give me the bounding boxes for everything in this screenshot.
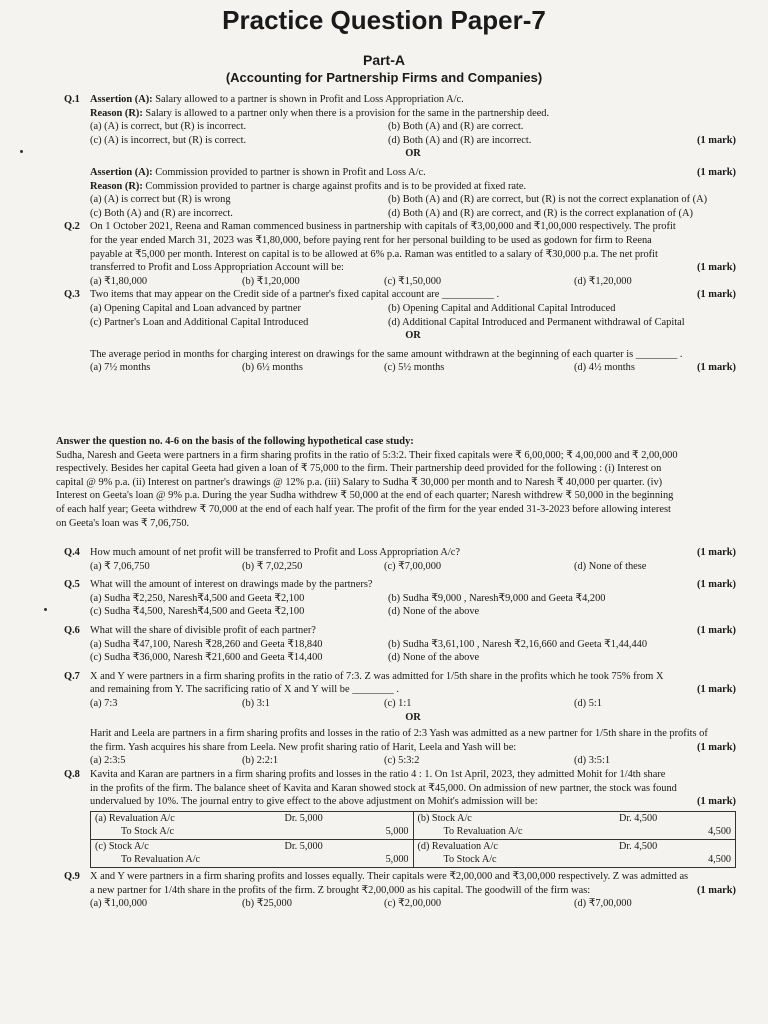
question-text-line: On 1 October 2021, Reena and Raman commenced business in partnership with capitals of ₹3,00,000 and ₹1,00,000 respectively. The profit [90,221,676,233]
assertion-label: Assertion (A): [90,166,153,178]
option-a: (a) ₹1,80,000 [90,275,148,287]
option-c: (c) ₹2,00,000 [384,898,442,910]
option-a: (a) Sudha ₹47,100, Naresh ₹28,260 and Geeta ₹18,840 [90,638,323,650]
option-b: (b) Sudha ₹9,000 , Naresh₹9,000 and Geeta ₹4,200 [388,592,606,604]
question-text: The average period in months for charging interest on drawings for the same amount withdrawn at the beginning of each quarter is ________ . [90,348,683,360]
dr-label: Dr. 5,000 [284,840,323,852]
option-d: (d) Additional Capital Introduced and Permanent withdrawal of Capital [388,316,685,328]
debit-account: (a) Revaluation A/c [95,812,175,824]
question-text-line: X and Y were partners in a firm sharing profits in the ratio of 7:3. Z was admitted for 1/5th share in the profits which he took 75% from X [90,670,664,682]
option-b: (b) Opening Capital and Additional Capital Introduced [388,302,616,314]
question-text: What will the share of divisible profit of each partner? [90,624,316,636]
question-text-line: Kavita and Karan are partners in a firm sharing profits and losses in the ratio 4 : 1. On 1st April, 2023, they admitted Mohit for 1/4th share [90,768,666,780]
question-text-line: a new partner for 1/4th share in the profits of the firm. Z brought ₹2,00,000 as his capital. The goodwill of the firm was: [90,884,591,896]
option-d: (d) ₹1,20,000 [574,275,632,287]
journal-option-b [413,811,736,839]
option-c: (c) Partner's Loan and Additional Capital Introduced [90,316,309,328]
or-divider: OR [405,148,421,160]
question-6 [64,624,736,665]
option-d: (d) Both (A) and (R) are incorrect. [388,134,532,146]
case-study-line: of each half year; Geeta withdrew ₹ 70,000 at the end of each half year. The profit of the firm for the year ended 31-3-2023 before allowing interest [56,503,671,515]
marks-label: (1 mark) [697,134,736,146]
credit-account: To Stock A/c [121,826,175,838]
option-d: (d) None of the above [388,606,480,618]
option-c: (c) 5:3:2 [384,755,420,767]
marks-label: (1 mark) [697,547,736,558]
case-study-heading: Answer the question no. 4-6 on the basis of the following hypothetical case study: [56,436,414,447]
page-title: Practice Question Paper-7 [222,5,546,35]
option-c: (c) (A) is incorrect, but (R) is correct. [90,134,247,146]
options [90,754,736,768]
marks-label: (1 mark) [697,796,736,808]
option-a: (a) ₹ 7,06,750 [90,560,150,572]
or-divider: OR [405,711,421,723]
assertion-text: Commission provided to partner is shown in Profit and Loss A/c. [155,166,426,178]
credit-account: To Revaluation A/c [443,826,523,838]
reason-text: Commission provided to partner is charge against profits and is to be provided at fixed rate. [145,180,527,192]
option-b: (b) Both (A) and (R) are correct. [388,121,524,133]
option-b: (b) Both (A) and (R) are correct, but (R) is not the correct explanation of (A) [388,194,708,206]
options [90,302,736,329]
debit-account: (d) Revaluation A/c [417,840,498,852]
question-text-line: in the profits of the firm. The balance sheet of Kavita and Karan showed stock at ₹45,000. On admission of new partner, the stock was found [90,782,677,794]
option-d: (d) 3:5:1 [574,755,611,767]
assertion-label: Assertion (A): [90,94,153,105]
question-number: Q.7 [64,670,80,682]
credit-amount: 4,500 [708,826,731,838]
question-text: What will the amount of interest on drawings made by the partners? [90,579,373,591]
options [90,275,736,289]
question-number: Q.1 [64,94,80,105]
option-d: (d) None of the above [388,652,480,664]
question-list [64,93,736,375]
part-subtitle: (Accounting for Partnership Firms and Companies) [225,70,543,85]
journal-option-d [413,839,736,867]
reason-text: Salary is allowed to a partner only when there is a provision for the same in the partnership deed. [145,107,550,119]
option-a: (a) (A) is correct but (R) is wrong [90,194,231,206]
journal-option-a [91,811,414,839]
marks-label: (1 mark) [697,362,736,374]
question-7 [64,670,736,768]
option-a: (a) 7:3 [90,697,118,709]
options [90,361,736,375]
question-text-line: the firm. Yash acquires his share from Leela. New profit sharing ratio of Harit, Leela and Yash will be: [90,741,517,753]
option-d: (d) ₹7,00,000 [574,898,632,910]
options [90,638,736,665]
question-number: Q.4 [64,547,80,558]
part-heading: Part-A [362,52,405,68]
question-number: Q.3 [64,289,80,301]
reason-label: Reason (R): [90,180,143,192]
marks-label: (1 mark) [697,741,736,753]
question-text-line: undervalued by 10%. The journal entry to give effect to the above adjustment on Mohit's admission will be: [90,796,538,808]
credit-account: To Revaluation A/c [121,854,201,866]
case-study-line: respectively. Besides her capital Geeta had given a loan of ₹ 75,000 to the firm. Their partnership deed provided for the following : (i) Interest on [56,463,662,475]
question-text: Two items that may appear on the Credit side of a partner's fixed capital account are __________ . [90,289,500,301]
case-study [56,435,738,530]
options [90,697,736,711]
debit-account: (c) Stock A/c [95,840,149,852]
marks-label: (1 mark) [697,884,736,896]
option-b: (b) ₹25,000 [242,898,292,910]
margin-dot [44,608,47,611]
case-study-line: Interest on Geeta's loan @ 9% p.a. During the year Sudha withdrew ₹ 50,000 at the end of each quarter; Naresh withdrew ₹ 50,000 in the beginning [56,490,674,502]
option-c: (c) 1:1 [384,697,412,709]
case-study-line: on Geeta's loan was ₹ 7,06,750. [56,517,190,529]
option-c: (c) Sudha ₹36,000, Naresh ₹21,600 and Geeta ₹14,400 [90,652,323,664]
journal-entry-options [90,811,736,868]
question-2 [64,220,736,288]
option-b: (b) 6½ months [242,362,303,374]
case-study-line: capital @ 9% p.a. (ii) Interest on partner's drawings @ 12% p.a. (iii) Salary to Sudha ₹ 30,000 per month and to Naresh ₹ 40,000 per quarter. (iv) [56,476,663,488]
marks-label: (1 mark) [697,579,736,591]
marks-label: (1 mark) [697,684,736,696]
marks-label: (1 mark) [697,262,736,274]
dr-label: Dr. 5,000 [284,812,323,824]
dr-label: Dr. 4,500 [619,840,658,852]
option-b: (b) 3:1 [242,697,270,709]
question-5 [64,578,736,619]
option-a: (a) (A) is correct, but (R) is incorrect. [90,121,247,133]
option-c: (c) Sudha ₹4,500, Naresh₹4,500 and Geeta ₹2,100 [90,606,305,618]
dr-label: Dr. 4,500 [619,812,658,824]
question-1 [64,93,736,220]
marks-label: (1 mark) [697,289,736,301]
option-c: (c) Both (A) and (R) are incorrect. [90,207,233,219]
option-b: (b) Sudha ₹3,61,100 , Naresh ₹2,16,660 and Geeta ₹1,44,440 [388,638,648,650]
option-c: (c) ₹7,00,000 [384,560,442,572]
option-a: (a) 2:3:5 [90,755,126,767]
option-d: (d) None of these [574,560,647,572]
option-d: (d) 5:1 [574,697,602,709]
question-3 [64,288,736,375]
question-number: Q.5 [64,579,80,591]
options [90,193,736,220]
option-a: (a) Opening Capital and Loan advanced by partner [90,302,301,314]
question-number: Q.9 [64,871,80,883]
question-text: How much amount of net profit will be transferred to Profit and Loss Appropriation A/c? [90,547,460,558]
options [90,592,736,619]
reason-label: Reason (R): [90,107,143,119]
question-4 [64,546,736,573]
question-text-line: transferred to Profit and Loss Appropriation Account will be: [90,262,344,274]
option-b: (b) ₹1,20,000 [242,275,300,287]
credit-amount: 5,000 [385,854,409,866]
options [90,897,736,911]
question-number: Q.8 [64,768,80,780]
option-d: (d) Both (A) and (R) are correct, and (R) is the correct explanation of (A) [388,207,693,219]
options [90,120,736,147]
case-study-line: Sudha, Naresh and Geeta were partners in a firm sharing profits in the ratio of 5:3:2. Their fixed capitals were ₹ 6,00,000; ₹ 4,00,000 and ₹ 2,00,000 [56,449,678,461]
or-divider: OR [405,330,421,342]
credit-account: To Stock A/c [443,854,497,866]
question-9 [64,870,736,911]
question-8 [64,768,736,868]
assertion-text: Salary allowed to a partner is shown in Profit and Loss Appropriation A/c. [155,94,464,105]
margin-dot [20,150,23,153]
journal-option-c [91,839,414,867]
question-text-line: for the year ended March 31, 2023 was ₹1,80,000, before paying rent for her personal building to be used as godown for firm to Reena [90,234,652,246]
option-d: (d) 4½ months [574,362,635,374]
option-b: (b) 2:2:1 [242,755,279,767]
question-text-line: Harit and Leela are partners in a firm sharing profits and losses in the ratio of 2:3 Yash was admitted as a new partner for 1/5th share in the profits of [90,728,708,740]
options [90,560,736,574]
option-a: (a) 7½ months [90,362,151,374]
option-b: (b) ₹ 7,02,250 [242,560,303,572]
debit-account: (b) Stock A/c [417,812,472,824]
question-list-2 [64,546,736,911]
marks-label: (1 mark) [697,624,736,636]
option-c: (c) 5½ months [384,362,445,374]
question-text-line: X and Y were partners in a firm sharing profits and losses equally. Their capitals were ₹2,00,000 and ₹3,00,000 respectively. Z was admitted as [90,871,689,883]
question-text-line: and remaining from Y. The sacrificing ratio of X and Y will be ________ . [90,684,399,696]
option-a: (a) ₹1,00,000 [90,898,148,910]
question-text-line: payable at ₹5,000 per month. Interest on capital is to be allowed at 6% p.a. Raman was entitled to a salary of ₹30,000 p.a. The net profit [90,248,658,260]
question-number: Q.6 [64,624,80,636]
option-a: (a) Sudha ₹2,250, Naresh₹4,500 and Geeta ₹2,100 [90,592,305,604]
credit-amount: 5,000 [385,826,409,838]
marks-label: (1 mark) [697,166,736,178]
question-number: Q.2 [64,221,80,233]
credit-amount: 4,500 [708,854,731,866]
option-c: (c) ₹1,50,000 [384,275,442,287]
